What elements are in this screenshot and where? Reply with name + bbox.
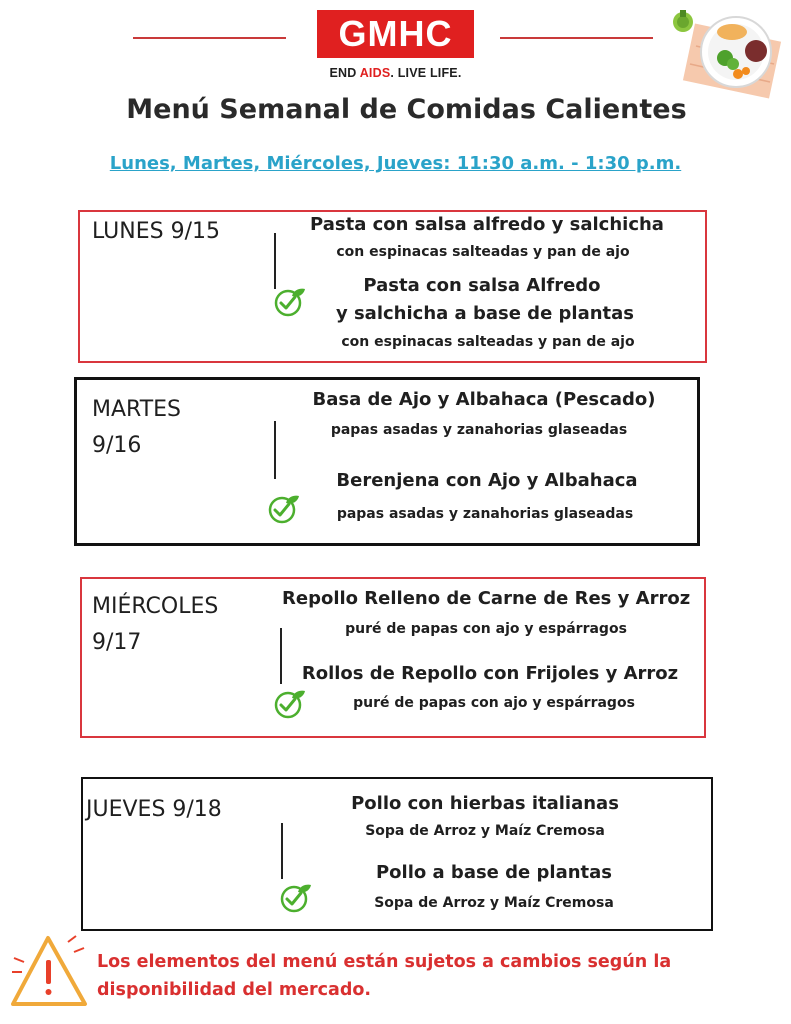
- dish-side: papas asadas y zanahorias glaseadas: [330, 422, 628, 438]
- day-label: JUEVES 9/18: [86, 797, 222, 822]
- dish-title: Pollo con hierbas italianas: [351, 793, 619, 814]
- dish-side: puré de papas con ajo y espárragos: [345, 621, 627, 637]
- dish-title: Pollo a base de plantas: [375, 862, 612, 883]
- header-rule-right: [500, 37, 653, 39]
- day-label: 9/17: [92, 630, 142, 655]
- logo-text: GMHC: [338, 13, 453, 54]
- dish-title: y salchicha a base de plantas: [335, 303, 635, 324]
- dish-title: Berenjena con Ajo y Albahaca: [336, 470, 638, 491]
- page-title: Menú Semanal de Comidas Calientes: [126, 94, 687, 125]
- schedule-link[interactable]: Lunes, Martes, Miércoles, Jueves: 11:30 a.m. - 1:30 p.m.: [109, 153, 682, 174]
- day-label: MIÉRCOLES: [92, 594, 219, 619]
- divider: [280, 628, 282, 684]
- divider: [281, 823, 283, 879]
- availability-notice: Los elementos del menú están sujetos a cambios según la disponibilidad del mercado.: [97, 952, 672, 1000]
- dish-side: Sopa de Arroz y Maíz Cremosa: [365, 823, 605, 839]
- warning-icon: [8, 932, 94, 1016]
- day-label: 9/16: [92, 433, 142, 458]
- dish-side: Sopa de Arroz y Maíz Cremosa: [374, 895, 614, 911]
- dish-side: puré de papas con ajo y espárragos: [353, 695, 635, 711]
- header-rule-left: [133, 37, 286, 39]
- tagline: END AIDS. LIVE LIFE.: [329, 66, 462, 80]
- divider: [274, 233, 276, 289]
- day-label: MARTES: [92, 397, 182, 422]
- dish-title: Pasta con salsa alfredo y salchicha: [310, 214, 664, 235]
- dish-title: Pasta con salsa Alfredo: [363, 275, 601, 296]
- dish-side: con espinacas salteadas y pan de ajo: [336, 244, 630, 260]
- day-label: LUNES 9/15: [92, 219, 220, 244]
- dish-title: Basa de Ajo y Albahaca (Pescado): [312, 389, 656, 410]
- dish-side: con espinacas salteadas y pan de ajo: [341, 334, 635, 350]
- divider: [274, 421, 276, 479]
- dish-title: Rollos de Repollo con Frijoles y Arroz: [301, 663, 679, 684]
- dish-title: Repollo Relleno de Carne de Res y Arroz: [282, 588, 691, 609]
- food-plate-icon: [666, 6, 786, 102]
- dish-side: papas asadas y zanahorias glaseadas: [336, 506, 634, 522]
- gmhc-logo: [317, 10, 474, 58]
